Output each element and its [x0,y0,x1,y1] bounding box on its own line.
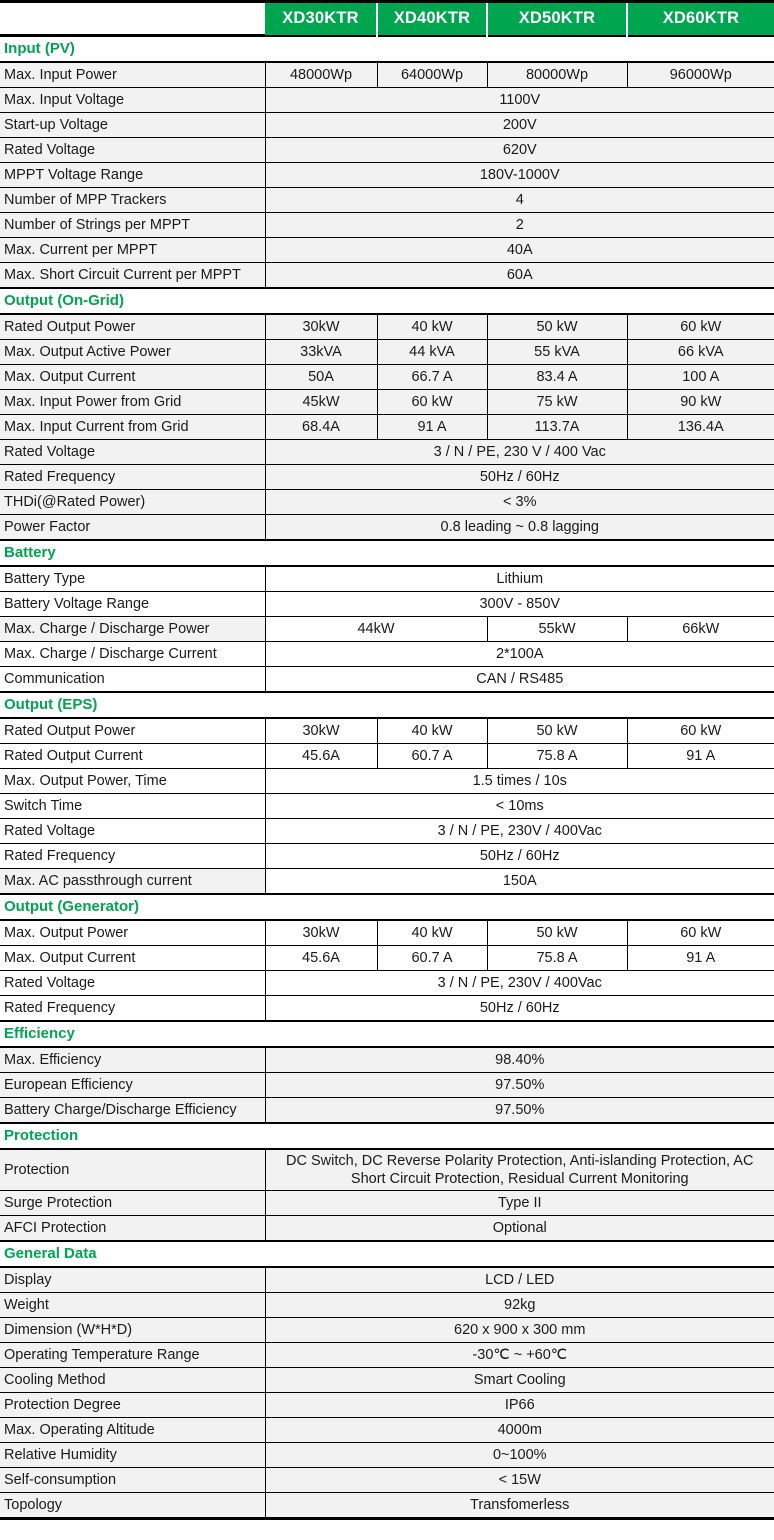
row-label-max-output-current: Max. Output Current [0,946,265,971]
table-row [0,1267,774,1293]
row-label-mppt-voltage-range: MPPT Voltage Range [0,163,265,188]
row-value: 45.6A [265,744,377,769]
row-label-start-up-voltage: Start-up Voltage [0,113,265,138]
table-row [0,1047,774,1073]
row-label-max-input-power: Max. Input Power [0,62,265,88]
table-row [0,163,774,188]
row-label-switch-time: Switch Time [0,794,265,819]
row-label-operating-temperature-range: Operating Temperature Range [0,1343,265,1368]
row-value: 45kW [265,390,377,415]
table-row [0,1393,774,1418]
row-label-display: Display [0,1267,265,1293]
row-value: Smart Cooling [265,1368,774,1393]
row-value: 68.4A [265,415,377,440]
table-row [0,1216,774,1242]
section-header-protection [0,1123,774,1149]
table-row [0,971,774,996]
model-header-xd50ktr: XD50KTR [487,2,627,36]
table-row [0,390,774,415]
row-value: 200V [265,113,774,138]
row-value: Transfomerless [265,1493,774,1519]
table-row [0,819,774,844]
row-value: 0~100% [265,1443,774,1468]
table-row [0,1468,774,1493]
section-title: Input (PV) [0,36,774,63]
table-row [0,1343,774,1368]
row-value: 75 kW [487,390,627,415]
row-value: DC Switch, DC Reverse Polarity Protection, Anti-islanding Protection, AC Short Circuit Protection, Residual Current Monitoring [265,1149,774,1191]
row-value: 1100V [265,88,774,113]
row-label-max-input-current-from-grid: Max. Input Current from Grid [0,415,265,440]
table-row [0,869,774,895]
row-value: 45.6A [265,946,377,971]
row-label-battery-voltage-range: Battery Voltage Range [0,592,265,617]
row-label-rated-frequency: Rated Frequency [0,844,265,869]
table-row [0,946,774,971]
table-row [0,440,774,465]
row-label-battery-charge-discharge-efficiency: Battery Charge/Discharge Efficiency [0,1098,265,1124]
table-row [0,365,774,390]
row-label-afci-protection: AFCI Protection [0,1216,265,1242]
table-row [0,769,774,794]
table-header [0,2,774,36]
row-value: 2*100A [265,642,774,667]
row-label-self-consumption: Self-consumption [0,1468,265,1493]
row-value: 40 kW [377,920,487,946]
table-row [0,1293,774,1318]
row-label-max-output-power: Max. Output Power [0,920,265,946]
table-row [0,744,774,769]
row-value: 4000m [265,1418,774,1443]
row-value: 60 kW [627,920,774,946]
row-label-max-charge-discharge-power: Max. Charge / Discharge Power [0,617,265,642]
row-value: 113.7A [487,415,627,440]
row-value: 3 / N / PE, 230V / 400Vac [265,971,774,996]
row-value: 91 A [377,415,487,440]
row-value: LCD / LED [265,1267,774,1293]
section-title: Protection [0,1123,774,1149]
row-value: 620V [265,138,774,163]
section-title: Output (EPS) [0,692,774,718]
row-value: 136.4A [627,415,774,440]
table-row [0,138,774,163]
section-title: Battery [0,540,774,566]
section-header-battery [0,540,774,566]
row-value: Type II [265,1191,774,1216]
row-value: 50 kW [487,718,627,744]
table-row [0,263,774,289]
row-value: 98.40% [265,1047,774,1073]
table-row [0,718,774,744]
table-row [0,62,774,88]
table-row [0,996,774,1022]
header-spacer-cell [0,2,265,36]
row-label-max-input-voltage: Max. Input Voltage [0,88,265,113]
section-title: Output (On-Grid) [0,288,774,314]
table-row [0,188,774,213]
row-value: 48000Wp [265,62,377,88]
model-header-xd40ktr: XD40KTR [377,2,487,36]
table-row [0,1149,774,1191]
table-row [0,592,774,617]
row-value: 60.7 A [377,946,487,971]
row-value: 60.7 A [377,744,487,769]
row-value: 3 / N / PE, 230 V / 400 Vac [265,440,774,465]
row-value: Lithium [265,566,774,592]
row-value: 30kW [265,314,377,340]
section-header-input-pv [0,36,774,63]
row-value: 44kW [265,617,487,642]
row-value: 300V - 850V [265,592,774,617]
table-row [0,920,774,946]
row-label-rated-frequency: Rated Frequency [0,996,265,1022]
row-value: 620 x 900 x 300 mm [265,1318,774,1343]
row-label-max-efficiency: Max. Efficiency [0,1047,265,1073]
row-label-max-short-circuit-current-per-mppt: Max. Short Circuit Current per MPPT [0,263,265,289]
row-value: 66 kVA [627,340,774,365]
section-header-efficiency [0,1021,774,1047]
row-value: 50 kW [487,314,627,340]
row-value: 100 A [627,365,774,390]
row-label-max-current-per-mppt: Max. Current per MPPT [0,238,265,263]
model-header-xd60ktr: XD60KTR [627,2,774,36]
row-value: 33kVA [265,340,377,365]
row-value: 4 [265,188,774,213]
row-value: 50 kW [487,920,627,946]
table-row [0,465,774,490]
row-value: 50Hz / 60Hz [265,465,774,490]
row-value: IP66 [265,1393,774,1418]
row-label-dimension-w-h-d: Dimension (W*H*D) [0,1318,265,1343]
row-label-rated-output-power: Rated Output Power [0,314,265,340]
row-label-max-charge-discharge-current: Max. Charge / Discharge Current [0,642,265,667]
row-label-max-output-current: Max. Output Current [0,365,265,390]
table-row [0,238,774,263]
row-label-number-of-mpp-trackers: Number of MPP Trackers [0,188,265,213]
section-header-general-data [0,1241,774,1267]
table-row [0,490,774,515]
row-label-topology: Topology [0,1493,265,1519]
row-label-relative-humidity: Relative Humidity [0,1443,265,1468]
row-label-rated-voltage: Rated Voltage [0,819,265,844]
row-value: Optional [265,1216,774,1242]
row-value: 91 A [627,744,774,769]
section-header-output-on-grid [0,288,774,314]
row-value: 40 kW [377,718,487,744]
row-label-battery-type: Battery Type [0,566,265,592]
row-label-rated-voltage: Rated Voltage [0,138,265,163]
row-value: < 3% [265,490,774,515]
row-label-power-factor: Power Factor [0,515,265,541]
section-header-output-eps [0,692,774,718]
table-row [0,1493,774,1519]
table-row [0,1073,774,1098]
row-label-number-of-strings-per-mppt: Number of Strings per MPPT [0,213,265,238]
row-label-protection-degree: Protection Degree [0,1393,265,1418]
row-value: 97.50% [265,1098,774,1124]
row-value: 40A [265,238,774,263]
table-row [0,314,774,340]
row-value: 2 [265,213,774,238]
row-value: 60 kW [377,390,487,415]
row-value: 55kW [487,617,627,642]
table-row [0,566,774,592]
table-row [0,515,774,541]
row-label-rated-output-current: Rated Output Current [0,744,265,769]
section-title: Efficiency [0,1021,774,1047]
row-value: 50Hz / 60Hz [265,844,774,869]
table-row [0,340,774,365]
row-label-european-efficiency: European Efficiency [0,1073,265,1098]
row-label-max-input-power-from-grid: Max. Input Power from Grid [0,390,265,415]
row-value: 150A [265,869,774,895]
table-row [0,1443,774,1468]
row-value: -30℃ ~ +60℃ [265,1343,774,1368]
table-row [0,617,774,642]
row-label-communication: Communication [0,667,265,693]
row-label-max-operating-altitude: Max. Operating Altitude [0,1418,265,1443]
row-value: 1.5 times / 10s [265,769,774,794]
row-label-protection: Protection [0,1149,265,1191]
table-row [0,1368,774,1393]
row-value: 30kW [265,920,377,946]
table-row [0,844,774,869]
row-value: 80000Wp [487,62,627,88]
section-title: Output (Generator) [0,894,774,920]
row-value: 3 / N / PE, 230V / 400Vac [265,819,774,844]
table-row [0,1418,774,1443]
row-value: 180V-1000V [265,163,774,188]
table-row [0,1098,774,1124]
row-value: 92kg [265,1293,774,1318]
row-label-max-output-power-time: Max. Output Power, Time [0,769,265,794]
row-label-weight: Weight [0,1293,265,1318]
row-value: 60 kW [627,718,774,744]
table-row [0,213,774,238]
row-value: 75.8 A [487,946,627,971]
table-row [0,88,774,113]
row-value: 0.8 leading ~ 0.8 lagging [265,515,774,541]
row-value: 97.50% [265,1073,774,1098]
model-header-row [0,2,774,36]
table-body [0,36,774,1519]
table-row [0,113,774,138]
row-label-thdi-rated-power: THDi(@Rated Power) [0,490,265,515]
row-value: 44 kVA [377,340,487,365]
row-value: 66kW [627,617,774,642]
table-row [0,415,774,440]
row-label-max-output-active-power: Max. Output Active Power [0,340,265,365]
row-value: 30kW [265,718,377,744]
row-value: < 10ms [265,794,774,819]
row-value: 60 kW [627,314,774,340]
row-value: 75.8 A [487,744,627,769]
row-label-rated-frequency: Rated Frequency [0,465,265,490]
row-value: 50Hz / 60Hz [265,996,774,1022]
table-row [0,1318,774,1343]
section-title: General Data [0,1241,774,1267]
row-value: 90 kW [627,390,774,415]
row-label-cooling-method: Cooling Method [0,1368,265,1393]
row-value: 50A [265,365,377,390]
row-label-max-ac-passthrough-current: Max. AC passthrough current [0,869,265,895]
row-value: 60A [265,263,774,289]
model-header-xd30ktr: XD30KTR [265,2,377,36]
row-label-rated-output-power: Rated Output Power [0,718,265,744]
row-value: 40 kW [377,314,487,340]
section-header-output-generator [0,894,774,920]
row-value: 66.7 A [377,365,487,390]
table-row [0,667,774,693]
table-row [0,642,774,667]
row-value: 96000Wp [627,62,774,88]
row-label-surge-protection: Surge Protection [0,1191,265,1216]
table-row [0,1191,774,1216]
row-value: < 15W [265,1468,774,1493]
row-value: 64000Wp [377,62,487,88]
row-value: 83.4 A [487,365,627,390]
row-value: 91 A [627,946,774,971]
table-row [0,794,774,819]
row-label-rated-voltage: Rated Voltage [0,440,265,465]
row-value: CAN / RS485 [265,667,774,693]
row-value: 55 kVA [487,340,627,365]
row-label-rated-voltage: Rated Voltage [0,971,265,996]
